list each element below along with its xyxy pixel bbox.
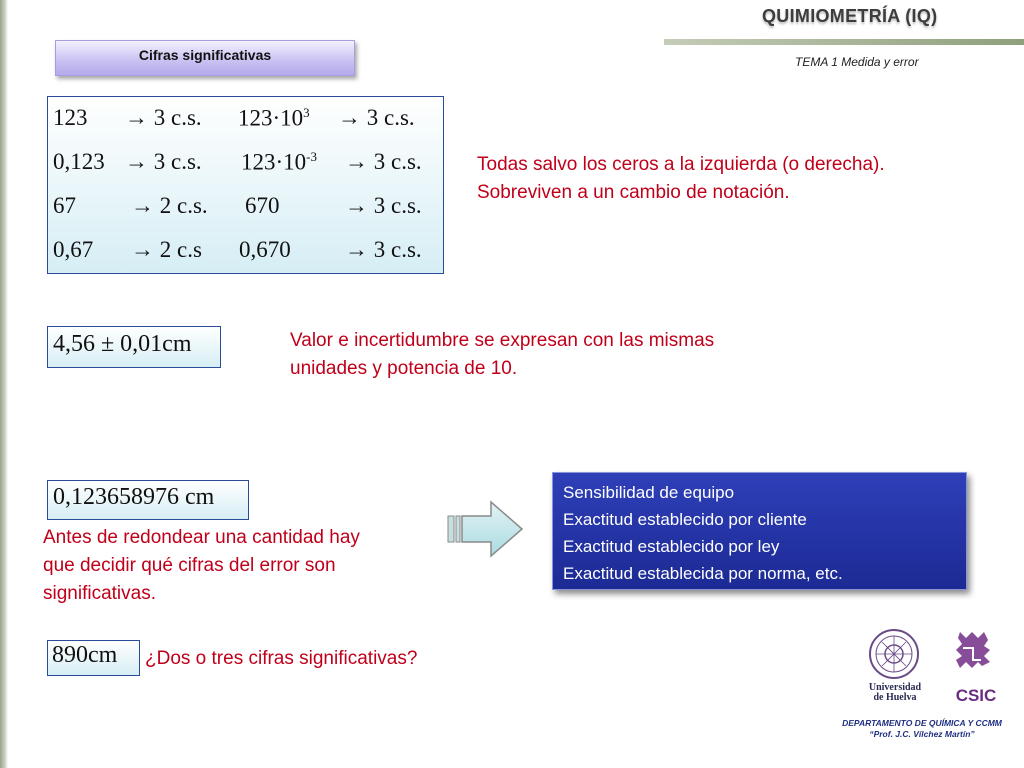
ambiguous-question: ¿Dos o tres cifras significativas? [145, 648, 418, 669]
row-right-count: → 3 c.s. [345, 237, 422, 262]
row-right-value: $123\cdot 10^{-3}$ [241, 149, 318, 175]
row-right-value: 0,670 [239, 237, 291, 262]
row-left-count: → 3 c.s. [125, 105, 202, 130]
ambiguous-expression-box [47, 640, 140, 676]
institution-logos [860, 628, 1010, 713]
department-name: DEPARTAMENTO DE QUÍMICA Y CCMM [842, 718, 1002, 728]
row-right-value: 670 [245, 193, 280, 218]
row-left-value: 67 [53, 193, 76, 218]
row-left-count: → 3 c.s. [125, 149, 202, 174]
row-right-count: → 3 c.s. [345, 149, 422, 174]
row-right-count: → 3 c.s. [345, 193, 422, 218]
row-left-value: 0,67 [53, 237, 94, 262]
uncertainty-note [290, 327, 714, 383]
rounding-note-line: Antes de redondear una cantidad hay [43, 527, 360, 548]
criteria-box [552, 472, 967, 590]
professor-name: “Prof. J.C. Vílchez Martín” [869, 729, 975, 739]
uncertainty-note-line: unidades y potencia de 10. [290, 358, 518, 379]
section-title: Cifras significativas [138, 47, 272, 63]
rounding-note-line: significativas. [43, 583, 156, 604]
uncertainty-note-line: Valor e incertidumbre se expresan con las mismas [290, 330, 715, 351]
criteria-item: Exactitud establecido por ley [563, 537, 780, 556]
rounding-note [43, 524, 360, 608]
department-footer [822, 718, 1022, 740]
csic-logo-text: CSIC [955, 686, 997, 705]
topic-label: TEMA 1 Medida y error [795, 55, 919, 69]
course-title: QUIMIOMETRÍA (IQ) [762, 6, 938, 26]
criteria-item: Exactitud establecida por norma, etc. [563, 564, 843, 583]
row-left-count: → 2 c.s. [131, 193, 208, 218]
row-left-value: 123 [53, 105, 88, 130]
row-right-count: → 3 c.s. [338, 105, 415, 130]
sig-figs-table [47, 96, 444, 274]
criteria-item: Exactitud establecido por cliente [563, 510, 807, 529]
row-left-value: 0,123 [53, 149, 105, 174]
uncertainty-expression: 4,56 ± 0,01cm [53, 331, 192, 357]
sig-figs-note-line: Sobreviven a un cambio de notación. [477, 182, 790, 203]
header-divider [664, 39, 1024, 45]
rounding-expression-box [47, 480, 249, 520]
section-title-tab [55, 40, 355, 76]
sig-figs-note [477, 151, 885, 207]
row-right-value: $123\cdot 10^3$ [238, 105, 310, 131]
uncertainty-expression-box [47, 326, 221, 368]
rounding-expression: 0,123658976 cm [53, 484, 215, 510]
left-decorative-bar [0, 0, 8, 768]
right-arrow-icon [447, 500, 525, 558]
row-left-count: → 2 c.s [131, 237, 202, 262]
rounding-note-line: que decidir qué cifras del error son [43, 555, 336, 576]
criteria-item: Sensibilidad de equipo [563, 483, 735, 502]
university-logo-text: Universidad de Huelva [868, 682, 922, 703]
ambiguous-expression: 890cm [52, 642, 118, 668]
sig-figs-note-line: Todas salvo los ceros a la izquierda (o derecha). [477, 154, 885, 175]
